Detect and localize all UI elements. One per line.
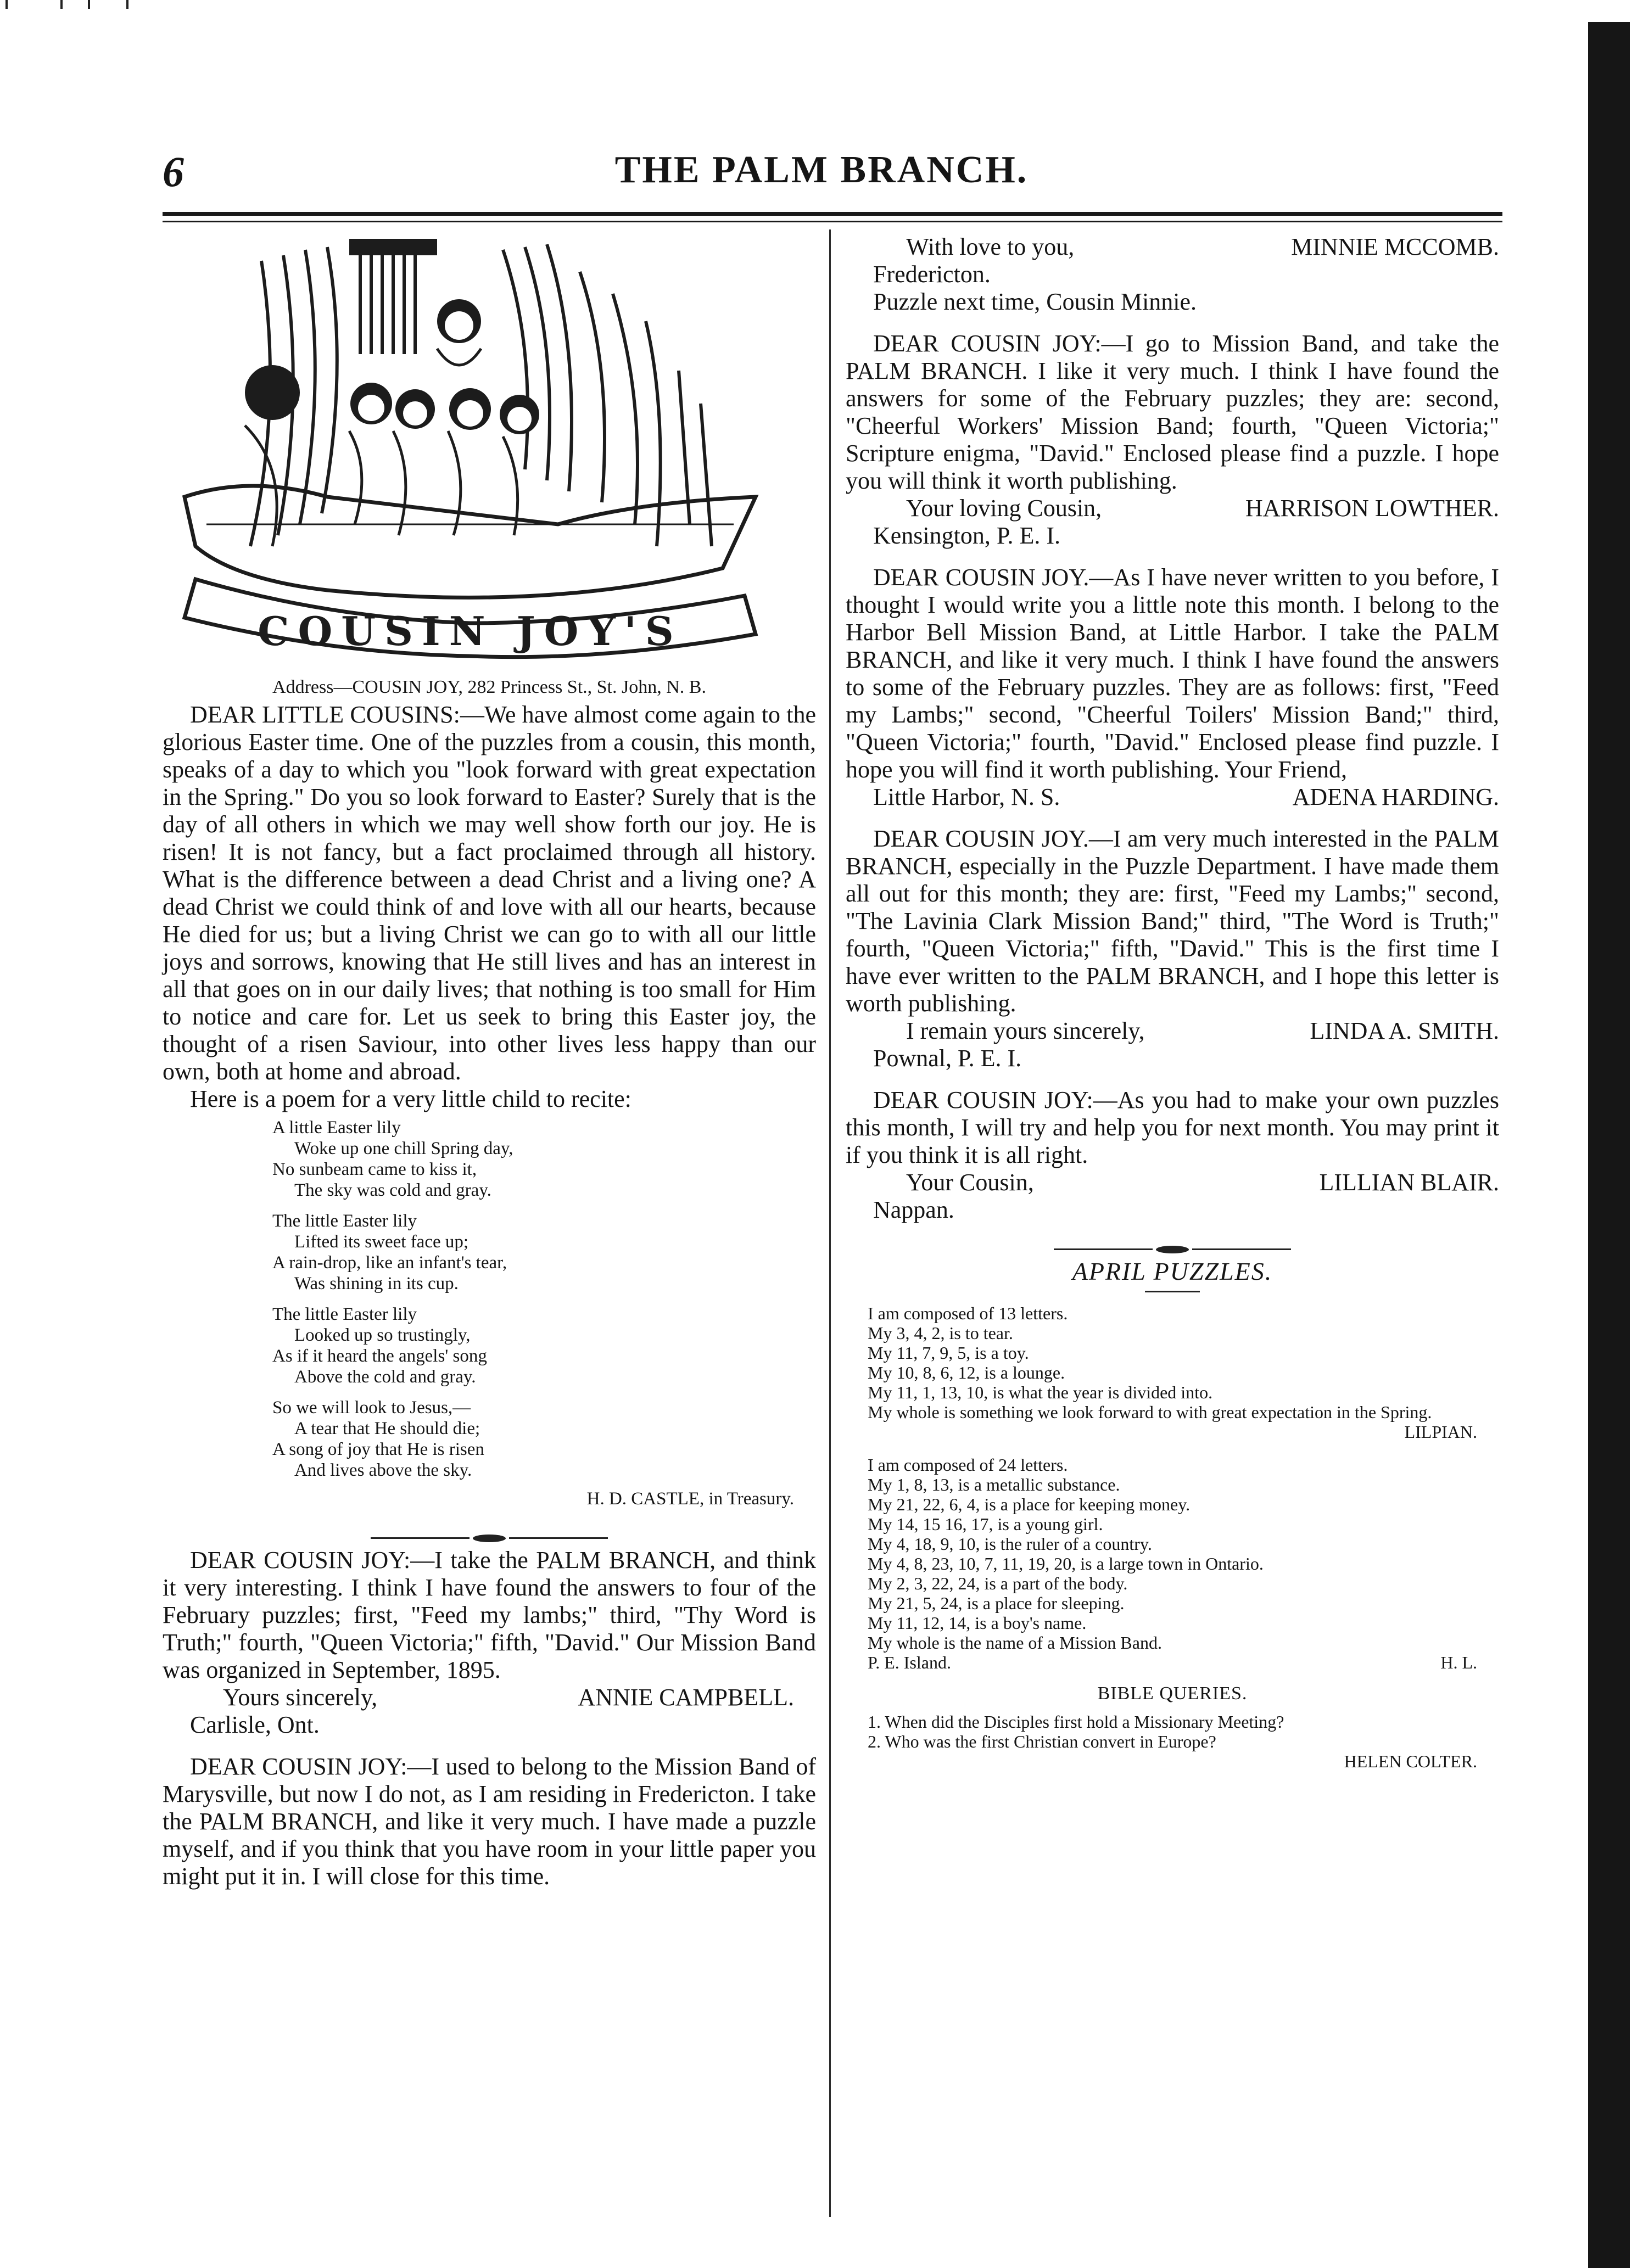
banner-text: COUSIN JOY'S	[258, 608, 683, 654]
letter-author: ANNIE CAMPBELL.	[578, 1684, 794, 1711]
puzzle-intro: I am composed of 24 letters.	[868, 1455, 1068, 1475]
letter-place: Carlisle, Ont.	[190, 1711, 320, 1738]
column-divider	[829, 229, 831, 2217]
puzzle-intro: I am composed of 13 letters.	[868, 1303, 1068, 1323]
letter-place: Pownal, P. E. I.	[873, 1045, 1022, 1072]
puzzle-signature-row	[868, 1422, 1499, 1442]
letter-author: LINDA A. SMITH.	[1310, 1017, 1499, 1044]
poem-line: Lifted its sweet face up;	[294, 1232, 469, 1252]
poem-intro: Here is a poem for a very little child to recite:	[190, 1085, 632, 1112]
poem-line: A little Easter lily	[272, 1118, 401, 1138]
scan-edge-mark	[5, 0, 8, 9]
letter-adena-harding	[846, 564, 1499, 811]
left-column	[163, 233, 816, 1890]
puzzles-heading: APRIL PUZZLES.	[1072, 1257, 1273, 1285]
poem-stanza	[272, 1397, 816, 1481]
poem-line: A tear that He should die;	[294, 1419, 480, 1438]
puzzle-2	[846, 1455, 1499, 1672]
letter-signature	[846, 1169, 1499, 1196]
letter-body: DEAR COUSIN JOY:—As you had to make your own puzzles this month, I will try and help you for next month. You may print it if you think it is all right.	[846, 1087, 1499, 1168]
scan-edge-bar	[1588, 22, 1630, 2268]
page-number: 6	[163, 148, 184, 195]
letter-linda-smith	[846, 825, 1499, 1072]
bible-query: 1. When did the Disciples first hold a Missionary Meeting?	[868, 1712, 1284, 1732]
letter-closing: Yours sincerely,	[223, 1684, 378, 1711]
scan-edge-mark	[60, 0, 63, 9]
bible-queries	[846, 1712, 1499, 1771]
letter-closing: Your Cousin,	[906, 1169, 1034, 1196]
letter-closing: With love to you,	[906, 233, 1075, 260]
poem-line: A song of joy that He is risen	[272, 1440, 484, 1459]
section-ornament	[163, 1522, 816, 1533]
poem-line: Woke up one chill Spring day,	[294, 1139, 513, 1158]
puzzle-signature: LILPIAN.	[1404, 1422, 1477, 1442]
puzzle-line: My 21, 5, 24, is a place for sleeping.	[868, 1593, 1125, 1613]
puzzle-line: My 14, 15 16, 17, is a young girl.	[868, 1514, 1103, 1534]
puzzle-line: My 1, 8, 13, is a metallic substance.	[868, 1475, 1120, 1494]
right-column	[846, 233, 1499, 1771]
page-title: THE PALM BRANCH.	[614, 149, 1029, 191]
poem-stanza	[272, 1211, 816, 1294]
letter-annie-campbell	[163, 1547, 816, 1739]
letter-body: DEAR COUSIN JOY.—I am very much interested in the PALM BRANCH, especially in the Puzzle Department. I have made them all out for this month; they are: first, "Feed my Lambs;" second, "The Lavinia Clark Mission Band;" third, "The Word is Truth;" fourth, "Queen Victoria;" fifth, "David." This is the first time I have ever written to the PALM BRANCH, and I hope this letter is worth publishing.	[846, 825, 1499, 1017]
letter-place: Little Harbor, N. S.	[873, 783, 1060, 810]
poem-stanza	[272, 1117, 816, 1201]
poem-stanza	[272, 1304, 816, 1387]
bible-signature: HELEN COLTER.	[1344, 1751, 1477, 1771]
letter-body: DEAR COUSIN JOY.—As I have never written to you before, I thought I would write you a little note this month. I belong to the Harbor Bell Mission Band, at Little Harbor. I take the PALM BRANCH, and like it very much. I think I have found the answers to some of the February puzzles. They are as follows: first, "Feed my Lambs;" second, "Cheerful Toilers' Mission Band;" third, "Queen Victoria;" fourth, "David." Enclosed please find puzzle. I hope you will find it worth publishing. Your Friend,	[846, 564, 1499, 783]
poem-line: And lives above the sky.	[294, 1460, 472, 1480]
puzzle-place: P. E. Island.	[868, 1653, 951, 1672]
letter-body: DEAR COUSIN JOY:—I used to belong to the Mission Band of Marysville, but now I do not, as I am residing in Fredericton. I take the PALM BRANCH, and like it very much. I have made a puzzle myself, and if you think that you have room in your little paper you might put it in. I will close for this time.	[163, 1753, 816, 1890]
puzzle-line: My 3, 4, 2, is to tear.	[868, 1323, 1013, 1343]
poem-line: So we will look to Jesus,—	[272, 1398, 471, 1418]
letter-harrison-lowther	[846, 330, 1499, 550]
puzzle-line: My 11, 7, 9, 5, is a toy.	[868, 1343, 1029, 1363]
letter-minnie-mccomb-start	[163, 1753, 816, 1890]
intro-letter: DEAR LITTLE COUSINS:—We have almost come again to the glorious Easter time. One of the puzzles from a cousin, this month, speaks of a day to which you "look forward with great expectation in the Spring." Do you so look forward to Easter? Surely that is the day of all others in which we may well show forth our joy. He is risen! It is not fancy, but a fact proclaimed through all history. What is the difference between a dead Christ and a living one? A dead Christ we could think of and love with all our hearts, because He died for us; but a living Christ we can go to with all our little joys and sorrows, knowing that He still lives and has an interest in all that goes on in our daily lives; that nothing is too small for Him to notice and care for. Let us seek to bring this Easter joy, the thought of a risen Saviour, into other lives less happy than our own, both at home and abroad.	[163, 701, 816, 1085]
letter-signature	[846, 1017, 1499, 1045]
letter-signature	[846, 233, 1499, 261]
letter-lillian-blair	[846, 1087, 1499, 1224]
section-ornament	[846, 1234, 1499, 1245]
letter-closing: Your loving Cousin,	[906, 495, 1102, 522]
puzzle-line: My 11, 12, 14, is a boy's name.	[868, 1613, 1087, 1633]
heading-rule	[1145, 1291, 1200, 1292]
address-line: Address—COUSIN JOY, 282 Princess St., St. John, N. B.	[272, 677, 706, 697]
header-rule	[163, 212, 1502, 216]
letter-closing: I remain yours sincerely,	[906, 1017, 1145, 1044]
letter-author: ADENA HARDING.	[1292, 783, 1499, 810]
letter-note: Puzzle next time, Cousin Minnie.	[873, 288, 1197, 315]
bible-queries-heading: BIBLE QUERIES.	[1097, 1683, 1248, 1704]
poem-credit: H. D. CASTLE, in Treasury.	[586, 1489, 794, 1509]
scan-edge-mark	[126, 0, 128, 9]
puzzle-line: My 11, 1, 13, 10, is what the year is divided into.	[868, 1382, 1213, 1402]
letter-body: DEAR COUSIN JOY:—I take the PALM BRANCH, and think it very interesting. I think I have found the answers to four of the February puzzles; first, "Feed my lambs;" third, "Thy Word is Truth;" fourth, "Queen Victoria;" fifth, "David." Our Mission Band was organized in September, 1895.	[163, 1547, 816, 1683]
poem-line: Above the cold and gray.	[294, 1367, 476, 1387]
letter-signature	[163, 1684, 816, 1711]
poem-line: As if it heard the angels' song	[272, 1346, 487, 1366]
poem-line: No sunbeam came to kiss it,	[272, 1160, 477, 1179]
poem-line: The little Easter lily	[272, 1304, 417, 1324]
cousin-joy-illustration	[163, 239, 816, 664]
letter-body: DEAR COUSIN JOY:—I go to Mission Band, and take the PALM BRANCH. I like it very much. I think I have found the answers for some of the February puzzles; they are: second, "Cheerful Workers' Mission Band; fourth, "Queen Victoria;" Scripture enigma, "David." Enclosed please find a puzzle. I hope you will think it worth publishing.	[846, 330, 1499, 494]
letter-author: LILLIAN BLAIR.	[1319, 1169, 1499, 1196]
puzzle-line: My 10, 8, 6, 12, is a lounge.	[868, 1363, 1065, 1382]
poem-line: The sky was cold and gray.	[294, 1180, 491, 1200]
puzzle-line: My 2, 3, 22, 24, is a part of the body.	[868, 1573, 1128, 1593]
letter-signature	[846, 783, 1499, 811]
letter-place: Fredericton.	[873, 261, 991, 288]
puzzle-line: My 21, 22, 6, 4, is a place for keeping money.	[868, 1494, 1191, 1514]
letter-minnie-mccomb-end	[846, 233, 1499, 316]
puzzle-line: My whole is something we look forward to with great expectation in the Spring.	[868, 1402, 1432, 1422]
letter-author: HARRISON LOWTHER.	[1245, 495, 1499, 522]
puzzle-1	[846, 1303, 1499, 1455]
scan-edge-mark	[88, 0, 90, 9]
letter-place: Kensington, P. E. I.	[873, 522, 1060, 549]
puzzle-line: My 4, 8, 23, 10, 7, 11, 19, 20, is a large town in Ontario.	[868, 1554, 1264, 1573]
poem-line: The little Easter lily	[272, 1211, 417, 1231]
bible-signature-row	[868, 1751, 1499, 1771]
puzzle-line: My whole is the name of a Mission Band.	[868, 1633, 1162, 1653]
puzzle-line: My 4, 18, 9, 10, is the ruler of a country.	[868, 1534, 1152, 1554]
header-rule	[163, 221, 1502, 222]
letter-author: MINNIE MCCOMB.	[1291, 233, 1499, 260]
letter-signature	[846, 495, 1499, 522]
puzzle-signature: H. L.	[1440, 1653, 1477, 1672]
bible-query: 2. Who was the first Christian convert in Europe?	[868, 1732, 1216, 1751]
poem-line: Looked up so trustingly,	[294, 1325, 471, 1345]
easter-lily-poem	[272, 1117, 816, 1481]
puzzle-signature-row	[868, 1653, 1499, 1672]
letter-place: Nappan.	[873, 1196, 954, 1223]
poem-line: A rain-drop, like an infant's tear,	[272, 1253, 507, 1273]
poem-line: Was shining in its cup.	[294, 1274, 459, 1293]
